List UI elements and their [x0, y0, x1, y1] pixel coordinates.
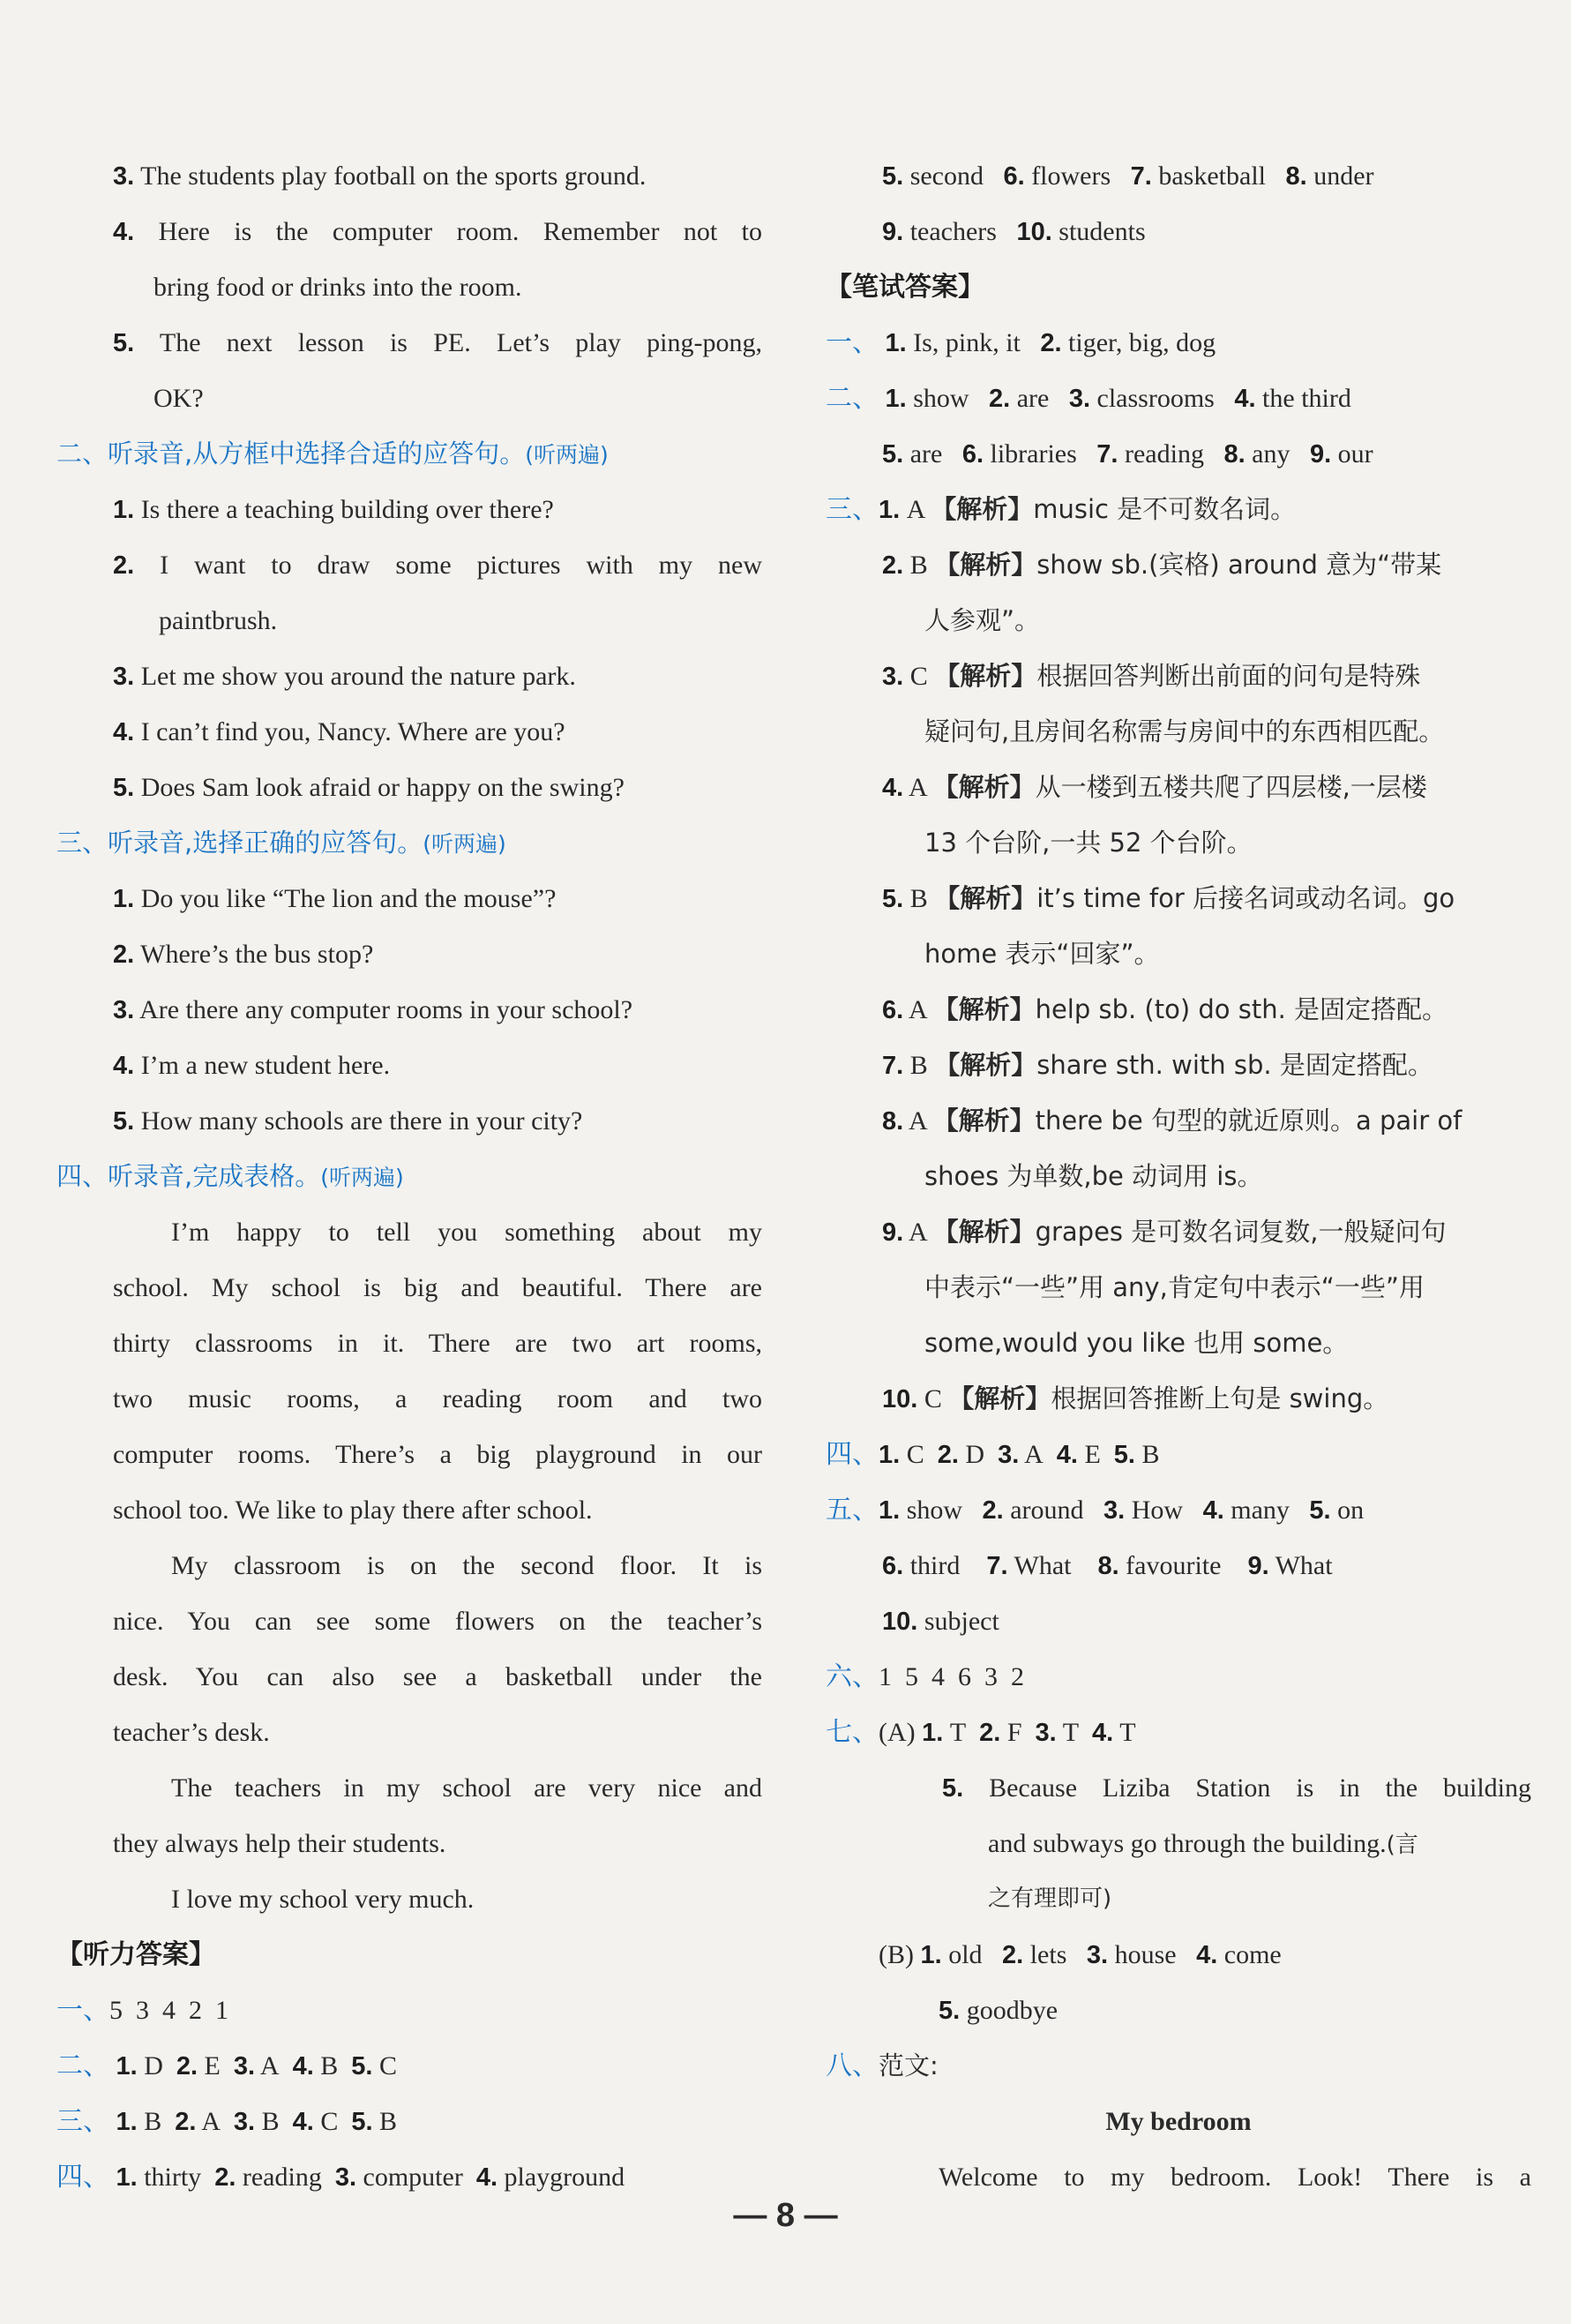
analysis-label: 【解析】	[934, 1050, 1037, 1080]
answer-text: playground	[504, 2163, 625, 2192]
item-number: 2.	[113, 941, 135, 969]
answer-text: 1 5 4 6 3 2	[879, 1662, 1024, 1691]
item-number: 8.	[1097, 1552, 1119, 1580]
answer-key: 三、	[56, 2106, 109, 2137]
item-number: 9.	[882, 1218, 904, 1247]
listening-answers-heading: 【听力答案】	[56, 1939, 215, 1970]
answer-text: A	[909, 773, 927, 802]
analysis-text: grapes 是可数名词复数,一般疑问句	[1035, 1217, 1447, 1247]
passage-line: they always help their students.	[113, 1829, 446, 1858]
item-number: 9.	[1247, 1552, 1269, 1580]
item-number: 2.	[882, 551, 904, 580]
text-line	[56, 760, 762, 815]
item-number: 9.	[882, 218, 904, 246]
item-number: 5.	[882, 440, 904, 469]
answer-text: T	[1119, 1718, 1136, 1747]
text-line	[56, 537, 762, 593]
passage-line: The teachers in my school are very nice and	[171, 1773, 762, 1803]
text-line	[56, 315, 762, 371]
analysis-continuation: 中表示“一些”用 any,肯定句中表示“一些”用	[924, 1272, 1425, 1302]
answer-text: goodbye	[966, 1996, 1059, 2025]
analysis-text: 根据回答推断上句是 swing。	[1051, 1383, 1389, 1413]
page-number: — 8 —	[733, 2197, 838, 2234]
text-line	[56, 1038, 762, 1093]
answer-text: C	[924, 1384, 942, 1413]
item-number: 10.	[882, 1385, 918, 1413]
answer-row	[826, 871, 1531, 926]
item-number: 3.	[334, 2163, 357, 2192]
text-line	[56, 371, 762, 426]
item-number: 1.	[879, 1496, 901, 1525]
item-number: 3.	[113, 996, 135, 1024]
answer-text: A	[909, 1218, 927, 1247]
item-number: 5.	[113, 1107, 135, 1136]
item-number: 2.	[1002, 1941, 1024, 1969]
item-number: 2.	[113, 551, 135, 580]
essay-line: Welcome to my bedroom. Look! There is a	[939, 2163, 1531, 2192]
answer-text: flowers	[1031, 161, 1111, 191]
part-label: (B)	[879, 1940, 914, 1969]
analysis-label: 【解析】	[932, 1106, 1036, 1136]
item-number: 5.	[351, 2052, 373, 2080]
item-number: 5.	[1113, 1441, 1135, 1469]
answer-row	[826, 482, 1531, 537]
item-number: 2.	[214, 2163, 236, 2192]
text-line	[56, 593, 762, 648]
item-number: 4.	[882, 774, 904, 802]
passage-line: nice. You can see some flowers on the teacher’s	[113, 1607, 762, 1636]
analysis-continuation: 人参观”。	[924, 605, 1041, 635]
item-number: 5.	[882, 162, 904, 191]
analysis-label: 【解析】	[932, 1217, 1036, 1247]
item-number: 4.	[1196, 1941, 1218, 1969]
answer-row	[826, 982, 1531, 1038]
item-number: 2.	[989, 385, 1011, 413]
item-number: 4.	[113, 218, 135, 246]
analysis-text: share sth. with sb. 是固定搭配。	[1036, 1050, 1433, 1080]
text-line	[56, 259, 762, 315]
item-number: 8.	[1223, 440, 1246, 469]
answer-text: show	[906, 1496, 963, 1525]
item-number: 4.	[113, 1052, 135, 1080]
item-number: 4.	[1234, 385, 1256, 413]
item-number: 6.	[961, 440, 984, 469]
answer-text: students	[1059, 217, 1146, 246]
passage-line: computer rooms. There’s a big playground in our	[113, 1440, 762, 1469]
answer-row	[826, 1983, 1531, 2038]
answer-row	[826, 1816, 1531, 1871]
answer-row	[826, 1649, 1531, 1705]
item-text: Is there a teaching building over there?	[140, 495, 554, 524]
answer-text: D	[965, 1440, 985, 1469]
item-number: 10.	[882, 1608, 918, 1636]
essay-title: My bedroom	[1105, 2107, 1252, 2136]
answer-text: 范文:	[879, 2050, 939, 2080]
answer-text: show	[913, 384, 969, 413]
item-number: 4.	[292, 2052, 314, 2080]
answer-text: Because Liziba Station is in the building	[989, 1773, 1531, 1803]
analysis-continuation: home 表示“回家”。	[924, 939, 1160, 969]
answer-text: D	[144, 2051, 163, 2080]
analysis-label: 【解析】	[948, 1383, 1051, 1413]
answer-text: E	[1084, 1440, 1101, 1469]
item-number: 1.	[879, 1441, 901, 1469]
answer-row	[826, 1038, 1531, 1093]
analysis-continuation: 13 个台阶,一共 52 个台阶。	[924, 828, 1253, 858]
analysis-continuation: shoes 为单数,be 动词用 is。	[924, 1161, 1263, 1191]
answer-text: C	[906, 1440, 924, 1469]
answer-text: How	[1131, 1496, 1184, 1525]
answer-text: B	[909, 884, 928, 913]
answer-note: (言	[1386, 1832, 1418, 1858]
analysis-continuation: some,would you like 也用 some。	[924, 1328, 1349, 1358]
answer-text: C	[320, 2107, 339, 2136]
item-number: 8.	[1285, 162, 1307, 191]
item-text: How many schools are there in your city?	[140, 1106, 583, 1136]
answer-text: B	[144, 2107, 162, 2136]
item-number: 3.	[1103, 1496, 1126, 1525]
text-line	[56, 982, 762, 1038]
item-number: 1.	[116, 2108, 138, 2136]
answer-text: subject	[924, 1607, 999, 1636]
analysis-text: 根据回答判断出前面的问句是特殊	[1036, 661, 1421, 691]
item-number: 1.	[879, 496, 901, 524]
analysis-text: there be 句型的就近原则。a pair of	[1035, 1106, 1463, 1136]
item-text: I’m a new student here.	[140, 1051, 391, 1080]
passage-line: teacher’s desk.	[113, 1718, 270, 1747]
item-number: 8.	[882, 1107, 904, 1136]
answer-key: 一、	[826, 327, 879, 358]
item-number: 1.	[113, 885, 135, 913]
answer-row	[826, 426, 1531, 482]
item-number: 2.	[982, 1496, 1004, 1525]
answer-text: A	[201, 2107, 221, 2136]
item-number: 7.	[986, 1552, 1008, 1580]
left-column	[56, 148, 762, 2205]
item-number: 3.	[998, 1441, 1020, 1469]
answer-key: 八、	[826, 2050, 879, 2081]
section-note: (听两遍)	[423, 831, 506, 857]
answer-row	[826, 371, 1531, 426]
answer-row	[826, 537, 1531, 593]
answer-text: B	[1141, 1440, 1160, 1469]
answer-text: classrooms	[1096, 384, 1215, 413]
answer-text: libraries	[990, 439, 1077, 469]
analysis-label: 【解析】	[932, 772, 1036, 802]
text-line	[56, 648, 762, 704]
item-text: OK?	[153, 384, 204, 413]
section-heading	[56, 426, 762, 482]
answer-text: reading	[1124, 439, 1204, 469]
answer-key: 六、	[826, 1661, 879, 1692]
answer-text: A	[259, 2051, 280, 2080]
item-number: 10.	[1016, 218, 1052, 246]
text-line	[56, 926, 762, 982]
item-number: 1.	[885, 385, 907, 413]
section-note: (听两遍)	[320, 1165, 404, 1190]
item-number: 1.	[116, 2163, 138, 2192]
analysis-label: 【解析】	[934, 661, 1037, 691]
analysis-label: 【解析】	[934, 550, 1037, 580]
answer-text: around	[1010, 1496, 1084, 1525]
analysis-label: 【解析】	[934, 883, 1037, 913]
answer-row	[826, 1371, 1531, 1427]
item-number: 9.	[1309, 440, 1332, 469]
answer-row	[826, 1927, 1531, 1983]
analysis-text: music 是不可数名词。	[1033, 494, 1297, 524]
item-number: 5.	[113, 774, 135, 802]
answer-row	[56, 2094, 762, 2149]
answer-text: A	[906, 495, 924, 524]
item-number: 1.	[920, 1941, 942, 1969]
answer-key: 三、	[826, 494, 879, 525]
answer-text: house	[1114, 1940, 1177, 1969]
answer-row	[826, 204, 1531, 259]
answer-row	[826, 2038, 1531, 2094]
answer-row	[826, 1482, 1531, 1538]
text-line	[56, 871, 762, 926]
answer-text: C	[909, 662, 928, 691]
passage-line: I’m happy to tell you something about my	[171, 1218, 762, 1247]
item-text: The next lesson is PE. Let’s play ping-pong,	[159, 328, 762, 357]
answer-row	[826, 1593, 1531, 1649]
answer-text: B	[909, 1051, 928, 1080]
answer-text: and subways go through the building.	[988, 1829, 1387, 1858]
text-line	[56, 704, 762, 760]
passage-line: I love my school very much.	[171, 1885, 475, 1914]
item-number: 3.	[1086, 1941, 1109, 1969]
item-number: 2.	[176, 2052, 198, 2080]
item-number: 4.	[113, 718, 135, 746]
analysis-text: 从一楼到五楼共爬了四层楼,一层楼	[1035, 772, 1427, 802]
section-title: 二、听录音,从方框中选择合适的应答句。	[56, 439, 526, 469]
answer-text: second	[909, 161, 984, 191]
item-number: 4.	[292, 2108, 314, 2136]
answer-text: are	[909, 439, 943, 469]
answer-key: 四、	[56, 2162, 109, 2193]
answer-key: 一、	[56, 1995, 109, 2026]
answer-text: teachers	[909, 217, 997, 246]
item-text: Where’s the bus stop?	[140, 940, 374, 969]
answer-row	[826, 1705, 1531, 1760]
answer-row	[826, 1427, 1531, 1482]
text-line	[56, 204, 762, 259]
item-number: 5.	[351, 2108, 373, 2136]
answer-note: 之有理即可)	[988, 1885, 1112, 1912]
answer-text: third	[909, 1551, 961, 1580]
passage-line: two music rooms, a reading room and two	[113, 1384, 762, 1413]
item-number: 3.	[233, 2108, 256, 2136]
section-title: 四、听录音,完成表格。	[56, 1161, 321, 1191]
answer-text: come	[1223, 1940, 1282, 1969]
answer-text: on	[1337, 1496, 1365, 1525]
answer-row	[826, 315, 1531, 371]
item-text: bring food or drinks into the room.	[153, 273, 522, 302]
answer-text: favourite	[1126, 1551, 1222, 1580]
item-number: 1.	[113, 496, 135, 524]
item-number: 3.	[1068, 385, 1091, 413]
section-heading	[56, 815, 762, 871]
answer-row	[826, 648, 1531, 704]
answer-text: any	[1252, 439, 1290, 469]
answer-text: B	[379, 2107, 398, 2136]
answer-key: 二、	[826, 383, 879, 414]
item-number: 3.	[882, 663, 904, 691]
item-text: paintbrush.	[159, 606, 278, 635]
answer-text: T	[949, 1718, 967, 1747]
answer-text: under	[1313, 161, 1374, 191]
answer-row	[826, 1204, 1531, 1260]
item-text: Are there any computer rooms in your school?	[139, 995, 633, 1024]
right-column	[826, 148, 1531, 2205]
answer-text: What	[1014, 1551, 1072, 1580]
answer-text: computer	[363, 2163, 463, 2192]
answer-text: lets	[1029, 1940, 1067, 1969]
item-number: 5.	[939, 1997, 961, 2025]
section-heading	[56, 1149, 762, 1204]
text-line	[56, 148, 762, 204]
answer-text: B	[909, 551, 928, 580]
answer-key: 七、	[826, 1717, 879, 1748]
item-text: Does Sam look afraid or happy on the swing?	[140, 773, 625, 802]
item-number: 2.	[979, 1719, 1001, 1747]
passage-line: school too. We like to play there after school.	[113, 1496, 593, 1525]
passage-line: My classroom is on the second floor. It is	[171, 1551, 762, 1580]
analysis-text: it’s time for 后接名词或动名词。go	[1036, 883, 1455, 913]
answer-row	[826, 760, 1531, 815]
item-number: 2.	[175, 2108, 197, 2136]
answer-row	[826, 148, 1531, 204]
answer-text: are	[1016, 384, 1050, 413]
item-text: The students play football on the sports ground.	[140, 161, 647, 191]
item-number: 3.	[113, 162, 135, 191]
item-number: 3.	[1035, 1719, 1057, 1747]
item-text: Do you like “The lion and the mouse”?	[140, 884, 557, 913]
answer-text: A	[909, 995, 927, 1024]
answer-key: 五、	[826, 1495, 879, 1526]
answer-text: our	[1337, 439, 1373, 469]
section-title: 三、听录音,选择正确的应答句。	[56, 828, 423, 858]
answer-row	[56, 1983, 762, 2038]
item-number: 3.	[233, 2052, 256, 2080]
item-number: 1.	[922, 1719, 944, 1747]
item-number: 5.	[942, 1774, 964, 1803]
answer-text: F	[1006, 1718, 1022, 1747]
passage-line: desk. You can also see a basketball under the	[113, 1662, 762, 1691]
answer-text: the third	[1262, 384, 1351, 413]
answer-text: B	[261, 2107, 280, 2136]
item-number: 7.	[1130, 162, 1152, 191]
item-number: 5.	[1309, 1496, 1331, 1525]
answer-text: A	[1024, 1440, 1044, 1469]
answer-row	[56, 2038, 762, 2094]
answer-text: C	[378, 2051, 397, 2080]
passage-line: thirty classrooms in it. There are two art rooms,	[113, 1329, 762, 1358]
item-text: I can’t find you, Nancy. Where are you?	[140, 717, 565, 746]
answer-text: A	[909, 1106, 927, 1136]
item-number: 5.	[882, 885, 904, 913]
passage-line: school. My school is big and beautiful. There are	[113, 1273, 762, 1302]
item-number: 4.	[475, 2163, 498, 2192]
answer-row	[826, 1760, 1531, 1816]
analysis-text: help sb. (to) do sth. 是固定搭配。	[1035, 994, 1448, 1024]
answer-text: thirty	[144, 2163, 202, 2192]
answer-text: 5 3 4 2 1	[109, 1996, 228, 2025]
answer-text: Is, pink, it	[913, 328, 1021, 357]
answer-text: tiger, big, dog	[1068, 328, 1216, 357]
analysis-label: 【解析】	[932, 994, 1036, 1024]
analysis-label: 【解析】	[931, 494, 1034, 524]
answer-text: What	[1275, 1551, 1333, 1580]
item-number: 4.	[1092, 1719, 1114, 1747]
answer-key: 二、	[56, 2050, 109, 2081]
analysis-text: show sb.(宾格) around 意为“带某	[1036, 550, 1442, 580]
answer-text: B	[320, 2051, 339, 2080]
text-line	[56, 1093, 762, 1149]
item-number: 4.	[1056, 1441, 1078, 1469]
answer-text: E	[204, 2051, 221, 2080]
answer-text: basketball	[1158, 161, 1266, 191]
answer-row	[826, 1093, 1531, 1149]
item-number: 6.	[1003, 162, 1025, 191]
item-number: 1.	[885, 329, 907, 357]
item-number: 6.	[882, 996, 904, 1024]
item-number: 6.	[882, 1552, 904, 1580]
item-number: 7.	[882, 1052, 904, 1080]
answer-text: many	[1231, 1496, 1290, 1525]
answer-row	[826, 1538, 1531, 1593]
item-number: 4.	[1202, 1496, 1224, 1525]
item-number: 7.	[1096, 440, 1118, 469]
item-number: 2.	[937, 1441, 959, 1469]
answer-text: T	[1062, 1718, 1080, 1747]
part-label: (A)	[879, 1718, 916, 1747]
section-note: (听两遍)	[525, 442, 609, 468]
answer-key: 四、	[826, 1439, 879, 1470]
item-number: 3.	[113, 663, 135, 691]
item-text: Here is the computer room. Remember not to	[158, 217, 762, 246]
analysis-continuation: 疑问句,且房间名称需与房间中的东西相匹配。	[924, 716, 1445, 746]
text-line	[56, 482, 762, 537]
answer-text: reading	[242, 2163, 322, 2192]
item-text: I want to draw some pictures with my new	[160, 551, 762, 580]
written-answers-heading: 【笔试答案】	[826, 272, 984, 303]
answer-text: old	[948, 1940, 983, 1969]
item-number: 1.	[116, 2052, 138, 2080]
item-number: 2.	[1040, 329, 1062, 357]
item-text: Let me show you around the nature park.	[140, 662, 576, 691]
item-number: 5.	[113, 329, 135, 357]
